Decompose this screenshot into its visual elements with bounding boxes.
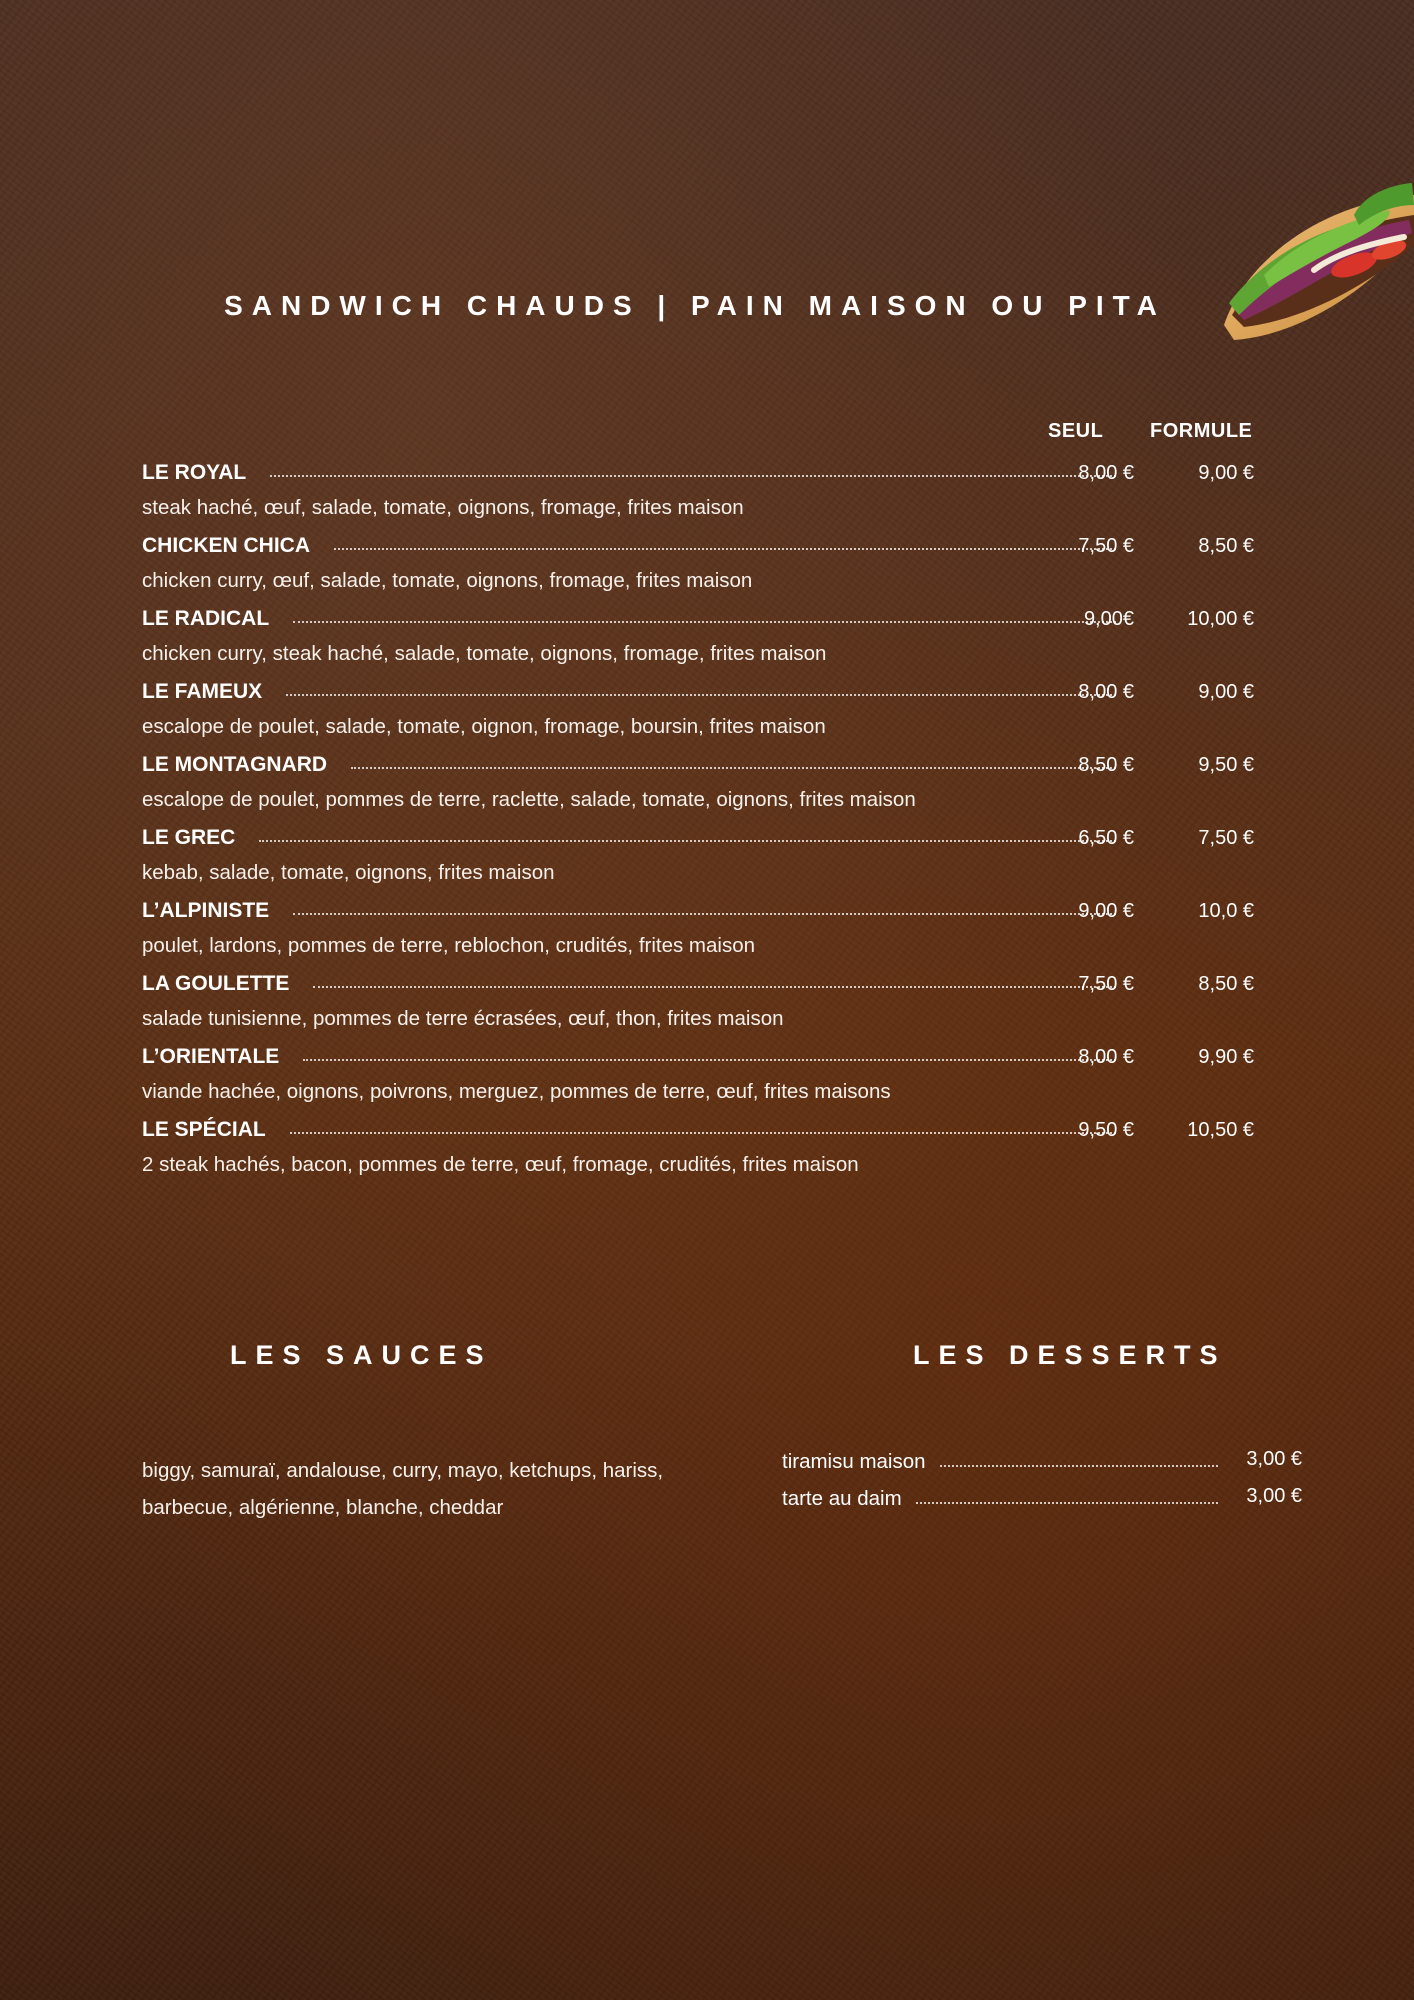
menu-item xyxy=(142,969,1282,1042)
dessert-name: tiramisu maison xyxy=(782,1450,926,1473)
item-description: poulet, lardons, pommes de terre, reblochon, crudités, frites maison xyxy=(142,934,756,957)
item-description: kebab, salade, tomate, oignons, frites maison xyxy=(142,861,555,884)
item-name: CHICKEN CHICA xyxy=(142,534,310,557)
item-name: LE RADICAL xyxy=(142,607,270,630)
dotted-leader xyxy=(334,548,1116,550)
price-formule: 10,0 € xyxy=(1198,900,1254,922)
price-seul: 8,00 € xyxy=(1078,681,1134,703)
price-formule: 9,50 € xyxy=(1198,754,1254,776)
item-name: L’ORIENTALE xyxy=(142,1045,280,1068)
price-seul: 8,00 € xyxy=(1078,462,1134,484)
item-name: LA GOULETTE xyxy=(142,972,290,995)
dotted-leader xyxy=(293,913,1116,915)
price-formule: 9,00 € xyxy=(1198,681,1254,703)
price-seul: 9,00 € xyxy=(1078,900,1134,922)
dotted-leader xyxy=(290,1132,1116,1134)
dotted-leader xyxy=(259,840,1116,842)
sauces-title: LES SAUCES xyxy=(230,1340,493,1370)
dotted-leader xyxy=(303,1059,1116,1061)
price-formule: 10,50 € xyxy=(1187,1119,1254,1141)
menu-item xyxy=(142,823,1282,896)
sauces-list xyxy=(142,1452,722,1526)
price-formule: 9,00 € xyxy=(1198,462,1254,484)
price-formule: 8,50 € xyxy=(1198,535,1254,557)
dessert-item xyxy=(782,1450,1302,1480)
dessert-price: 3,00 € xyxy=(1246,1485,1302,1507)
price-seul: 7,50 € xyxy=(1078,973,1134,995)
item-description: salade tunisienne, pommes de terre écrasées, œuf, thon, frites maison xyxy=(142,1007,784,1030)
item-description: chicken curry, steak haché, salade, tomate, oignons, fromage, frites maison xyxy=(142,642,827,665)
dotted-leader xyxy=(351,767,1116,769)
dotted-leader xyxy=(940,1465,1218,1467)
price-seul: 9,50 € xyxy=(1078,1119,1134,1141)
price-formule: 7,50 € xyxy=(1198,827,1254,849)
item-description: steak haché, œuf, salade, tomate, oignons, fromage, frites maison xyxy=(142,496,744,519)
price-seul: 9,00€ xyxy=(1083,608,1134,630)
item-description: escalope de poulet, pommes de terre, raclette, salade, tomate, oignons, frites maison xyxy=(142,788,916,811)
column-header-formule: FORMULE xyxy=(1150,420,1253,442)
sandwich-list xyxy=(142,458,1282,1188)
menu-item xyxy=(142,1115,1282,1188)
price-formule: 8,50 € xyxy=(1198,973,1254,995)
item-name: LE SPÉCIAL xyxy=(142,1118,266,1141)
menu-item xyxy=(142,604,1282,677)
menu-item xyxy=(142,458,1282,531)
sauces-line: barbecue, algérienne, blanche, cheddar xyxy=(142,1496,504,1519)
item-name: LE MONTAGNARD xyxy=(142,753,328,776)
desserts-title: LES DESSERTS xyxy=(913,1340,1227,1370)
price-seul: 7,50 € xyxy=(1078,535,1134,557)
sandwich-wrap-icon xyxy=(1204,175,1414,345)
item-name: LE FAMEUX xyxy=(142,680,263,703)
dotted-leader xyxy=(286,694,1116,696)
dotted-leader xyxy=(916,1502,1218,1504)
dotted-leader xyxy=(270,475,1116,477)
dessert-name: tarte au daim xyxy=(782,1487,902,1510)
item-description: viande hachée, oignons, poivrons, merguez, pommes de terre, œuf, frites maisons xyxy=(142,1080,891,1103)
item-description: escalope de poulet, salade, tomate, oignon, fromage, boursin, frites maison xyxy=(142,715,826,738)
item-name: L’ALPINISTE xyxy=(142,899,270,922)
price-seul: 6,50 € xyxy=(1078,827,1134,849)
menu-item xyxy=(142,677,1282,750)
item-description: chicken curry, œuf, salade, tomate, oignons, fromage, frites maison xyxy=(142,569,753,592)
dessert-price: 3,00 € xyxy=(1246,1448,1302,1470)
dotted-leader xyxy=(293,621,1116,623)
price-formule: 10,00 € xyxy=(1187,608,1254,630)
menu-item xyxy=(142,1042,1282,1115)
price-seul: 8,00 € xyxy=(1078,1046,1134,1068)
price-formule: 9,90 € xyxy=(1198,1046,1254,1068)
dotted-leader xyxy=(313,986,1116,988)
item-name: LE ROYAL xyxy=(142,461,247,484)
item-description: 2 steak hachés, bacon, pommes de terre, œuf, fromage, crudités, frites maison xyxy=(142,1153,859,1176)
sauces-line: biggy, samuraï, andalouse, curry, mayo, ketchups, hariss, xyxy=(142,1459,664,1482)
price-seul: 8,50 € xyxy=(1078,754,1134,776)
column-header-seul: SEUL xyxy=(1048,420,1104,442)
menu-item xyxy=(142,531,1282,604)
dessert-item xyxy=(782,1487,1302,1517)
page-title: SANDWICH CHAUDS | PAIN MAISON OU PITA xyxy=(224,290,1166,321)
menu-item xyxy=(142,750,1282,823)
item-name: LE GREC xyxy=(142,826,236,849)
menu-item xyxy=(142,896,1282,969)
